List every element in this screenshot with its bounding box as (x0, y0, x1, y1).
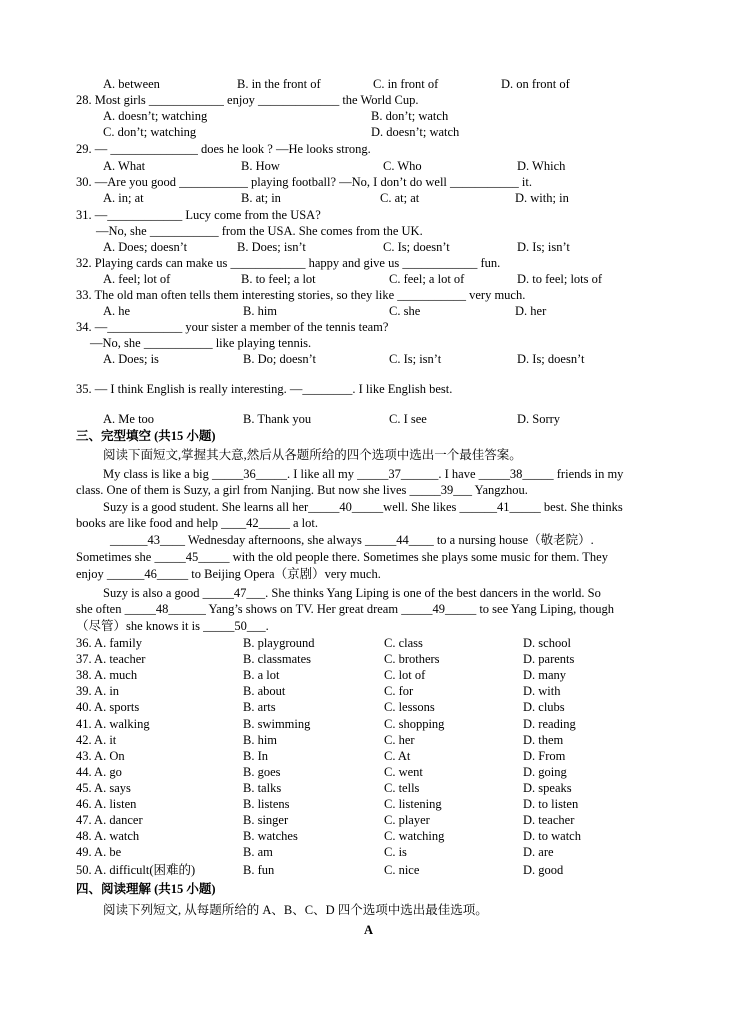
q29-option-b: B. How (241, 159, 280, 173)
q33-option-a: A. he (103, 304, 131, 318)
q31-option-c: C. Is; doesn’t (383, 240, 450, 254)
q38-option-b: B. a lot (243, 668, 280, 682)
section3-instruction: 阅读下面短文,掌握其大意,然后从各题所给的四个选项中选出一个最佳答案。 (103, 448, 522, 462)
q44-option-d: D. going (523, 765, 567, 779)
q36-option-b: B. playground (243, 636, 315, 650)
passage-line-4: books are like food and help ____42_____ a lot. (76, 516, 318, 530)
q31-stem: 31. —____________ Lucy come from the USA? (76, 208, 321, 222)
q41-option-d: D. reading (523, 717, 576, 731)
q33-option-c: C. she (389, 304, 421, 318)
q36-option-d: D. school (523, 636, 571, 650)
q29-option-d: D. Which (517, 159, 566, 173)
q38-option-d: D. many (523, 668, 567, 682)
q43-option-c: C. At (384, 749, 411, 763)
q34-stem: 34. —____________ your sister a member of the tennis team? (76, 320, 389, 334)
q39-option-d: D. with (523, 684, 561, 698)
q46-option-d: D. to listen (523, 797, 579, 811)
q48-option-d: D. to watch (523, 829, 581, 843)
q30-option-c: C. at; at (380, 191, 420, 205)
q46-option-a: 46. A. listen (76, 797, 137, 811)
q45-option-b: B. talks (243, 781, 282, 795)
q36-option-a: 36. A. family (76, 636, 142, 650)
passage-line-2: class. One of them is Suzy, a girl from Nanjing. But now she lives _____39___ Yangzhou. (76, 483, 528, 497)
q41-option-a: 41. A. walking (76, 717, 150, 731)
passage-line-9: she often _____48______ Yang’s shows on TV. Her great dream _____49_____ to see Yang Liping, though (76, 602, 615, 616)
q30-option-d: D. with; in (515, 191, 569, 205)
q46-option-c: C. listening (384, 797, 442, 811)
q39-option-c: C. for (384, 684, 414, 698)
q27-option-b: B. in the front of (237, 77, 321, 91)
passage-line-6: Sometimes she _____45_____ with the old people there. Sometimes she plays some music for them. They (76, 550, 608, 564)
q32-option-a: A. feel; lot of (103, 272, 171, 286)
q41-option-b: B. swimming (243, 717, 311, 731)
q33-option-b: B. him (243, 304, 278, 318)
q44-option-a: 44. A. go (76, 765, 122, 779)
q47-option-b: B. singer (243, 813, 289, 827)
q37-option-d: D. parents (523, 652, 575, 666)
q43-option-b: B. In (243, 749, 268, 763)
q34-option-d: D. Is; doesn’t (517, 352, 585, 366)
q27-option-d: D. on front of (501, 77, 570, 91)
q28-option-b: B. don’t; watch (371, 109, 449, 123)
q35-option-b: B. Thank you (243, 412, 312, 426)
q34-option-b: B. Do; doesn’t (243, 352, 317, 366)
q37-option-c: C. brothers (384, 652, 440, 666)
passage-line-8: Suzy is also a good _____47___. She thinks Yang Liping is one of the best dancers in the world. So (103, 586, 601, 600)
q42-option-b: B. him (243, 733, 278, 747)
q43-option-d: D. From (523, 749, 566, 763)
q30-option-b: B. at; in (241, 191, 281, 205)
q28-stem: 28. Most girls ____________ enjoy _____________ the World Cup. (76, 93, 419, 107)
q27-option-a: A. between (103, 77, 160, 91)
q29-option-c: C. Who (383, 159, 422, 173)
q37-option-a: 37. A. teacher (76, 652, 146, 666)
q49-option-d: D. are (523, 845, 554, 859)
passage-a-heading: A (363, 923, 374, 937)
passage-line-1: My class is like a big _____36_____. I like all my _____37______. I have _____38_____ friends in my (103, 467, 624, 481)
q33-stem: 33. The old man often tells them interesting stories, so they like ___________ very much. (76, 288, 526, 302)
q50-option-d: D. good (523, 863, 564, 877)
q48-option-b: B. watches (243, 829, 298, 843)
q42-option-c: C. her (384, 733, 415, 747)
q42-option-a: 42. A. it (76, 733, 117, 747)
q31-option-a: A. Does; doesn’t (103, 240, 188, 254)
q47-option-d: D. teacher (523, 813, 575, 827)
q45-option-a: 45. A. says (76, 781, 131, 795)
section4-title: 四、阅读理解 (共15 小题) (76, 882, 216, 896)
q32-stem: 32. Playing cards can make us ____________ happy and give us ____________ fun. (76, 256, 501, 270)
q34-stem-reply: —No, she ___________ like playing tennis. (90, 336, 312, 350)
passage-line-7: enjoy ______46_____ to Beijing Opera（京剧）very much. (76, 567, 381, 581)
q35-option-c: C. I see (389, 412, 427, 426)
q31-stem-reply: —No, she ___________ from the USA. She comes from the UK. (96, 224, 423, 238)
q42-option-d: D. them (523, 733, 564, 747)
q35-stem: 35. — I think English is really interesting. —________. I like English best. (76, 382, 453, 396)
q28-option-a: A. doesn’t; watching (103, 109, 208, 123)
q40-option-c: C. lessons (384, 700, 435, 714)
q36-option-c: C. class (384, 636, 423, 650)
q40-option-b: B. arts (243, 700, 276, 714)
q39-option-b: B. about (243, 684, 286, 698)
q34-option-c: C. Is; isn’t (389, 352, 442, 366)
q46-option-b: B. listens (243, 797, 290, 811)
q27-option-c: C. in front of (373, 77, 439, 91)
q34-option-a: A. Does; is (103, 352, 159, 366)
section3-title: 三、完型填空 (共15 小题) (76, 429, 216, 443)
q30-option-a: A. in; at (103, 191, 144, 205)
q49-option-c: C. is (384, 845, 407, 859)
q40-option-a: 40. A. sports (76, 700, 140, 714)
q37-option-b: B. classmates (243, 652, 312, 666)
q48-option-c: C. watching (384, 829, 445, 843)
q44-option-b: B. goes (243, 765, 281, 779)
q50-option-a: 50. A. difficult(困难的) (76, 863, 196, 877)
q32-option-d: D. to feel; lots of (517, 272, 603, 286)
q45-option-c: C. tells (384, 781, 420, 795)
q39-option-a: 39. A. in (76, 684, 120, 698)
q38-option-c: C. lot of (384, 668, 426, 682)
q44-option-c: C. went (384, 765, 423, 779)
passage-line-3: Suzy is a good student. She learns all her_____40_____well. She likes ______41_____ best. She thinks (103, 500, 623, 514)
q32-option-c: C. feel; a lot of (389, 272, 465, 286)
q33-option-d: D. her (515, 304, 547, 318)
q40-option-d: D. clubs (523, 700, 565, 714)
q29-option-a: A. What (103, 159, 146, 173)
q49-option-a: 49. A. be (76, 845, 122, 859)
q50-option-c: C. nice (384, 863, 420, 877)
q28-option-c: C. don’t; watching (103, 125, 197, 139)
q45-option-d: D. speaks (523, 781, 572, 795)
q48-option-a: 48. A. watch (76, 829, 140, 843)
q28-option-d: D. doesn’t; watch (371, 125, 460, 139)
q32-option-b: B. to feel; a lot (241, 272, 316, 286)
q50-option-b: B. fun (243, 863, 275, 877)
q30-stem: 30. —Are you good ___________ playing football? —No, I don’t do well ___________ it. (76, 175, 532, 189)
q47-option-a: 47. A. dancer (76, 813, 143, 827)
q31-option-b: B. Does; isn’t (237, 240, 306, 254)
q49-option-b: B. am (243, 845, 273, 859)
passage-line-10: （尽管）she knows it is _____50___. (76, 619, 269, 633)
passage-line-5: ______43____ Wednesday afternoons, she always _____44____ to a nursing house（敬老院）. (110, 533, 594, 547)
q35-option-d: D. Sorry (517, 412, 561, 426)
q41-option-c: C. shopping (384, 717, 445, 731)
q38-option-a: 38. A. much (76, 668, 138, 682)
q29-stem: 29. — ______________ does he look ? —He looks strong. (76, 142, 371, 156)
section4-instruction: 阅读下列短文, 从每题所给的 A、B、C、D 四个选项中选出最佳选项。 (103, 903, 488, 917)
q31-option-d: D. Is; isn’t (517, 240, 570, 254)
q35-option-a: A. Me too (103, 412, 155, 426)
q43-option-a: 43. A. On (76, 749, 125, 763)
q47-option-c: C. player (384, 813, 430, 827)
